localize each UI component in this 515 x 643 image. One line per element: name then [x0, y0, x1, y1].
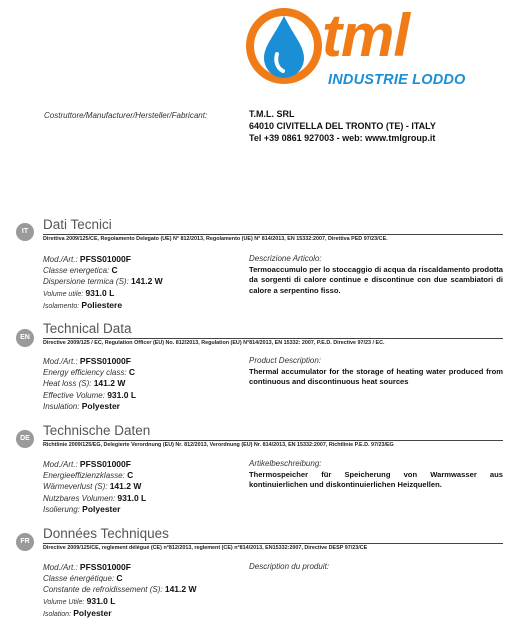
directive-text: Direttiva 2009/125/CE, Regolamento Delegato (UE) N° 812/2013, Regolamento (UE) N° 814/2013, EN 15332:2007, Direttiva PED 97/23/CE.	[43, 236, 388, 242]
spec-list	[43, 356, 136, 412]
section-title: Données Techniques	[43, 526, 169, 541]
manufacturer-label: Costruttore/Manufacturer/Hersteller/Fabricant:	[44, 111, 208, 120]
divider	[43, 338, 503, 339]
description-text: Termoaccumulo per lo stoccaggio di acqua da riscaldamento prodotta da sorgenti di calore continue e discontinue con due scambiatori di calore a serpentino fisso.	[249, 264, 503, 295]
description-text: Thermospeicher für Speicherung von Warmwasser aus kontinuierlichen und diskontinuierlichen Heizquellen.	[249, 469, 503, 489]
description-text: Thermal accumulator for the storage of heating water produced from continuous and discontinuous heat sources	[249, 366, 503, 386]
spec-volume: Volume Utile: 931.0 L	[43, 595, 116, 606]
spec-insulation: Isolation: Polyester	[43, 607, 112, 618]
divider	[43, 440, 503, 441]
divider	[43, 543, 503, 544]
spec-list	[43, 254, 163, 312]
spec-model: Mod./Art.: PFSS01000F	[43, 562, 131, 572]
spec-volume: Nutzbares Volumen: 931.0 L	[43, 492, 147, 503]
product-description	[249, 562, 503, 573]
spec-insulation: Insulation: Polyester	[43, 400, 120, 411]
brand-name: tml	[322, 2, 409, 69]
spec-insulation: Isolierung: Polyester	[43, 503, 121, 514]
spec-volume: Effective Volume: 931.0 L	[43, 389, 137, 400]
product-description	[249, 459, 503, 491]
spec-model: Mod./Art.: PFSS01000F	[43, 356, 131, 366]
spec-loss: Constante de refroidissement (S): 141.2 W	[43, 584, 197, 595]
spec-class: Classe energetica: C	[43, 265, 118, 276]
brand-subtitle: INDUSTRIE LODDO	[328, 72, 466, 88]
spec-loss: Dispersione termica (S): 141.2 W	[43, 276, 163, 287]
language-badge-fr: FR	[16, 533, 34, 551]
water-drop-icon	[246, 8, 322, 84]
description-label: Product Description:	[249, 356, 322, 365]
manufacturer-contact: Tel +39 0861 927003 - web: www.tmlgroup.it	[249, 133, 436, 143]
spec-insulation: Isolamento: Poliestere	[43, 299, 123, 310]
spec-model: Mod./Art.: PFSS01000F	[43, 459, 131, 469]
description-label: Descrizione Articolo:	[249, 254, 322, 263]
section-title: Technische Daten	[43, 423, 151, 438]
product-description	[249, 254, 503, 296]
description-label: Artikelbeschreibung:	[249, 459, 322, 468]
directive-text: Directive 2009/125/CE, reglement délégué (CE) n°812/2013, reglement (CE) n°814/2013, EN15332:2007, Directive DESP 97/23/CE	[43, 545, 368, 551]
spec-loss: Heat loss (S): 141.2 W	[43, 378, 126, 389]
spec-class: Energieeffizienzklasse: C	[43, 470, 134, 481]
spec-list	[43, 459, 146, 515]
manufacturer-name: T.M.L. SRL	[249, 109, 295, 119]
product-description	[249, 356, 503, 388]
section-title: Technical Data	[43, 321, 132, 336]
spec-list	[43, 562, 197, 620]
spec-class: Classe énergétique: C	[43, 573, 123, 584]
section-title: Dati Tecnici	[43, 217, 112, 232]
spec-loss: Wärmeverlust (S): 141.2 W	[43, 481, 142, 492]
spec-class: Energy efficiency class: C	[43, 367, 135, 378]
spec-volume: Volume utile: 931.0 L	[43, 287, 115, 298]
directive-text: Richtlinie 2009/125/EG, Delegierte Verordnung (EU) Nr. 812/2013, Verordnung (EU) Nr. 814/2013, EN 15332:2007, Richtlinie P.E.D. 97/23/EG	[43, 442, 394, 448]
language-badge-de: DE	[16, 430, 34, 448]
divider	[43, 234, 503, 235]
manufacturer-address: 64010 CIVITELLA DEL TRONTO (TE) - ITALY	[249, 121, 436, 131]
description-label: Description du produit:	[249, 562, 330, 571]
directive-text: Directive 2009/125 / EC, Regulation Officer (EU) No. 812/2013, Regulation (EU) N°814/2013, EN 15332: 2007, P.E.D. Directive 97/23 / EC.	[43, 340, 385, 346]
manufacturer-info	[249, 108, 436, 144]
language-badge-en: EN	[16, 329, 34, 347]
language-badge-it: IT	[16, 223, 34, 241]
spec-model: Mod./Art.: PFSS01000F	[43, 254, 131, 264]
